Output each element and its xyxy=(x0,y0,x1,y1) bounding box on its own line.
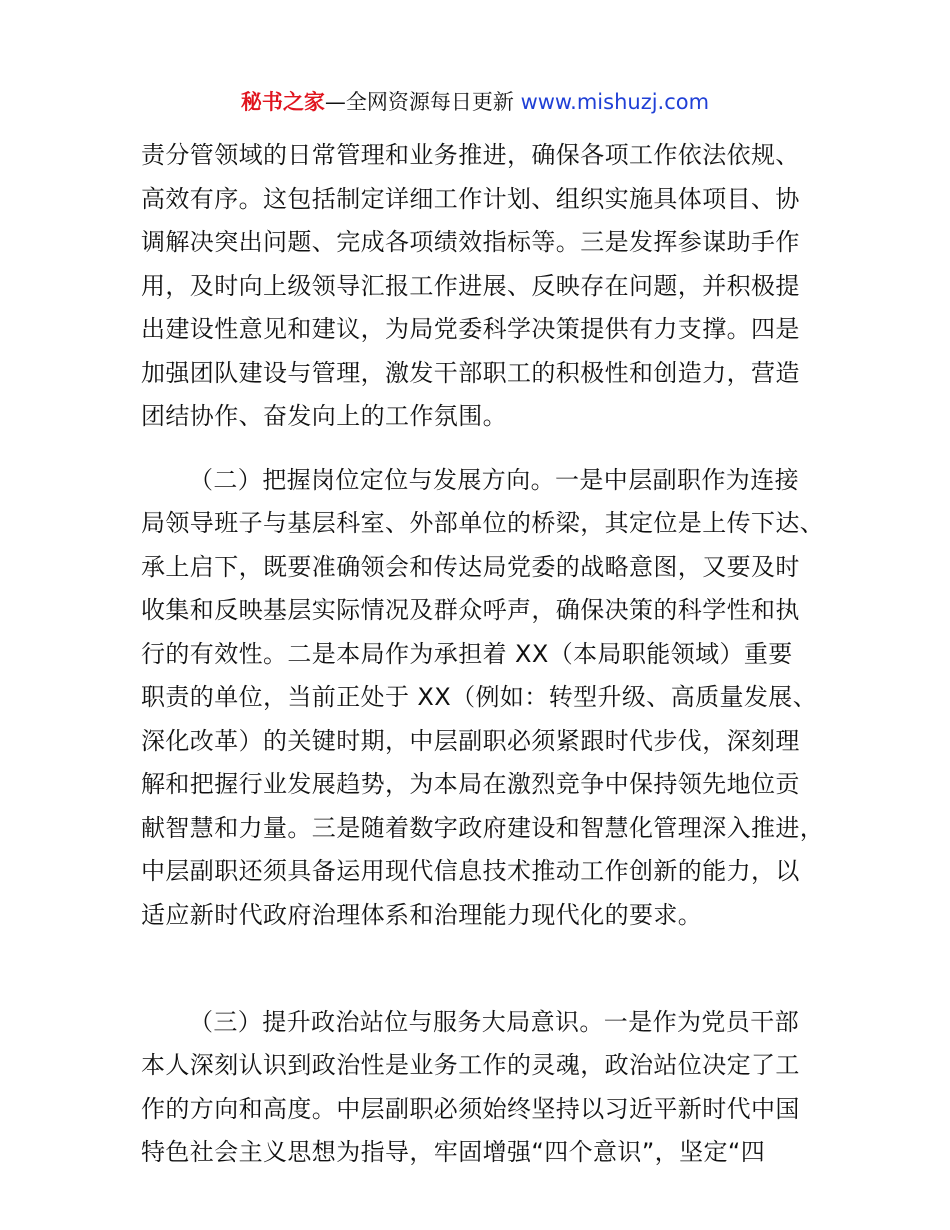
text-line: 承上启下，既要准确领会和传达局党委的战略意图，又要及时 xyxy=(141,552,800,581)
text-line: 献智慧和力量。三是随着数字政府建设和智慧化管理深入推进， xyxy=(141,813,825,842)
text-line: 局领导班子与基层科室、外部单位的桥梁，其定位是上传下达、 xyxy=(141,509,825,537)
paragraph-1 xyxy=(141,134,831,439)
section-heading-line: （二）把握岗位定位与发展方向。一是中层副职作为连接 xyxy=(189,465,799,494)
text-line: 本人深刻认识到政治性是业务工作的灵魂，政治站位决定了工 xyxy=(141,1051,800,1079)
text-line: 作的方向和高度。中层副职必须始终坚持以习近平新时代中国 xyxy=(141,1094,800,1123)
text-line: 用，及时向上级领导汇报工作进展、反映存在问题，并积极提 xyxy=(141,271,800,300)
text-line: 收集和反映基层实际情况及群众呼声，确保决策的科学性和执 xyxy=(141,596,800,624)
text-line: 职责的单位，当前正处于 XX（例如：转型升级、高质量发展、 xyxy=(141,683,818,711)
text-line: 调解决突出问题、完成各项绩效指标等。三是发挥参谋助手作 xyxy=(141,228,800,256)
section-heading-line: （三）提升政治站位与服务大局意识。一是作为党员干部 xyxy=(189,1007,799,1036)
text-line: 解和把握行业发展趋势，为本局在激烈竞争中保持领先地位贡 xyxy=(141,770,800,798)
text-line: 行的有效性。二是本局作为承担着 XX（本局职能领域）重要 xyxy=(141,639,793,668)
text-line: 深化改革）的关键时期，中层副职必须紧跟时代步伐，深刻理 xyxy=(141,726,800,755)
site-brand[interactable]: 秘书之家 xyxy=(240,90,325,114)
text-line: 出建设性意见和建议，为局党委科学决策提供有力支撑。四是 xyxy=(141,315,800,343)
text-line: 特色社会主义思想为指导，牢固增强“四个意识”，坚定“四 xyxy=(141,1138,766,1166)
site-url-link[interactable]: www.mishuzj.com xyxy=(520,90,710,114)
text-line: 高效有序。这包括制定详细工作计划、组织实施具体项目、协 xyxy=(141,184,800,213)
text-line xyxy=(141,937,831,981)
site-header xyxy=(0,86,950,118)
paragraph-gap xyxy=(141,981,831,1001)
paragraph-gap xyxy=(141,439,831,459)
text-line: 团结协作、奋发向上的工作氛围。 xyxy=(141,402,507,430)
text-line: 中层副职还须具备运用现代信息技术推动工作创新的能力，以 xyxy=(141,857,800,885)
paragraph-3 xyxy=(141,1001,831,1175)
text-line: 加强团队建设与管理，激发干部职工的积极性和创造力，营造 xyxy=(141,358,800,387)
document-body xyxy=(141,134,831,1175)
site-tagline: —全网资源每日更新 xyxy=(324,90,514,114)
text-line: 适应新时代政府治理体系和治理能力现代化的要求。 xyxy=(141,900,703,929)
text-line: 责分管领域的日常管理和业务推进，确保各项工作依法依规、 xyxy=(141,141,800,169)
paragraph-2 xyxy=(141,459,831,981)
